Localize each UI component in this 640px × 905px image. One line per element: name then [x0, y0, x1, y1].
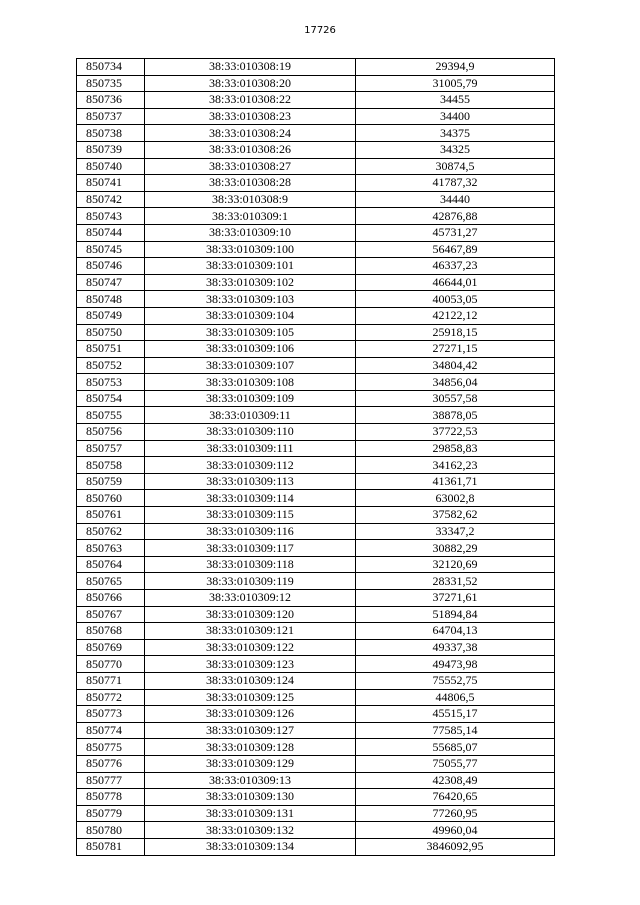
cadastral-number-cell: 38:33:010309:129: [145, 755, 356, 772]
cadastral-value-cell: 40053,05: [356, 291, 555, 308]
cadastral-number-cell: 38:33:010309:123: [145, 656, 356, 673]
table-row: [77, 208, 555, 225]
table-row: [77, 556, 555, 573]
cadastral-number-cell: 38:33:010308:9: [145, 191, 356, 208]
cadastral-number-cell: 38:33:010309:118: [145, 556, 356, 573]
row-number-cell: 850780: [77, 822, 145, 839]
cadastral-value-cell: 41787,32: [356, 175, 555, 192]
cadastral-value-cell: 30882,29: [356, 540, 555, 557]
cadastral-value-cell: 46337,23: [356, 258, 555, 275]
row-number-cell: 850755: [77, 407, 145, 424]
table-row: [77, 457, 555, 474]
row-number-cell: 850781: [77, 838, 145, 855]
cadastral-value-cell: 49473,98: [356, 656, 555, 673]
cadastral-number-cell: 38:33:010309:10: [145, 224, 356, 241]
cadastral-value-cell: 3846092,95: [356, 838, 555, 855]
cadastral-value-cell: 64704,13: [356, 623, 555, 640]
row-number-cell: 850769: [77, 639, 145, 656]
table-row: [77, 59, 555, 76]
cadastral-number-cell: 38:33:010309:108: [145, 374, 356, 391]
cadastral-value-cell: 51894,84: [356, 606, 555, 623]
table-row: [77, 623, 555, 640]
table-row: [77, 722, 555, 739]
cadastral-value-cell: 49960,04: [356, 822, 555, 839]
cadastral-value-cell: 29394,9: [356, 59, 555, 76]
row-number-cell: 850771: [77, 672, 145, 689]
cadastral-value-cell: 37582,62: [356, 507, 555, 524]
cadastral-number-cell: 38:33:010309:132: [145, 822, 356, 839]
cadastral-number-cell: 38:33:010309:101: [145, 258, 356, 275]
table-row: [77, 307, 555, 324]
cadastral-number-cell: 38:33:010309:107: [145, 357, 356, 374]
cadastral-number-cell: 38:33:010309:127: [145, 722, 356, 739]
table-row: [77, 789, 555, 806]
cadastral-number-cell: 38:33:010309:104: [145, 307, 356, 324]
row-number-cell: 850774: [77, 722, 145, 739]
cadastral-number-cell: 38:33:010309:122: [145, 639, 356, 656]
row-number-cell: 850762: [77, 523, 145, 540]
cadastral-number-cell: 38:33:010309:106: [145, 341, 356, 358]
row-number-cell: 850779: [77, 805, 145, 822]
table-row: [77, 755, 555, 772]
cadastral-value-cell: 34325: [356, 141, 555, 158]
cadastral-number-cell: 38:33:010309:120: [145, 606, 356, 623]
cadastral-number-cell: 38:33:010309:11: [145, 407, 356, 424]
row-number-cell: 850749: [77, 307, 145, 324]
cadastral-value-cell: 41361,71: [356, 473, 555, 490]
row-number-cell: 850743: [77, 208, 145, 225]
cadastral-number-cell: 38:33:010309:105: [145, 324, 356, 341]
cadastral-number-cell: 38:33:010309:126: [145, 706, 356, 723]
table-row: [77, 191, 555, 208]
row-number-cell: 850760: [77, 490, 145, 507]
cadastral-value-cell: 32120,69: [356, 556, 555, 573]
row-number-cell: 850737: [77, 108, 145, 125]
row-number-cell: 850734: [77, 59, 145, 76]
cadastral-number-cell: 38:33:010309:116: [145, 523, 356, 540]
cadastral-number-cell: 38:33:010309:113: [145, 473, 356, 490]
table-row: [77, 739, 555, 756]
row-number-cell: 850750: [77, 324, 145, 341]
table-row: [77, 125, 555, 142]
row-number-cell: 850735: [77, 75, 145, 92]
cadastral-value-cell: 42308,49: [356, 772, 555, 789]
row-number-cell: 850759: [77, 473, 145, 490]
cadastral-number-cell: 38:33:010309:109: [145, 390, 356, 407]
cadastral-value-cell: 29858,83: [356, 440, 555, 457]
row-number-cell: 850745: [77, 241, 145, 258]
cadastral-value-cell: 49337,38: [356, 639, 555, 656]
table-row: [77, 357, 555, 374]
cadastral-value-cell: 37722,53: [356, 424, 555, 441]
row-number-cell: 850740: [77, 158, 145, 175]
table-row: [77, 590, 555, 607]
cadastral-value-cell: 34440: [356, 191, 555, 208]
cadastral-number-cell: 38:33:010309:111: [145, 440, 356, 457]
cadastral-number-cell: 38:33:010308:23: [145, 108, 356, 125]
cadastral-value-cell: 34856,04: [356, 374, 555, 391]
row-number-cell: 850770: [77, 656, 145, 673]
cadastral-number-cell: 38:33:010309:117: [145, 540, 356, 557]
table-row: [77, 689, 555, 706]
cadastral-number-cell: 38:33:010308:22: [145, 92, 356, 109]
cadastral-value-cell: 44806,5: [356, 689, 555, 706]
cadastral-number-cell: 38:33:010309:103: [145, 291, 356, 308]
row-number-cell: 850773: [77, 706, 145, 723]
cadastral-number-cell: 38:33:010309:125: [145, 689, 356, 706]
cadastral-number-cell: 38:33:010309:119: [145, 573, 356, 590]
cadastral-value-cell: 34804,42: [356, 357, 555, 374]
cadastral-number-cell: 38:33:010309:134: [145, 838, 356, 855]
table-row: [77, 175, 555, 192]
table-row: [77, 241, 555, 258]
table-row: [77, 407, 555, 424]
cadastral-value-cell: 45515,17: [356, 706, 555, 723]
cadastral-number-cell: 38:33:010309:124: [145, 672, 356, 689]
row-number-cell: 850753: [77, 374, 145, 391]
cadastral-number-cell: 38:33:010309:131: [145, 805, 356, 822]
cadastral-value-cell: 46644,01: [356, 274, 555, 291]
row-number-cell: 850741: [77, 175, 145, 192]
table-row: [77, 141, 555, 158]
table-row: [77, 822, 555, 839]
cadastral-value-cell: 30557,58: [356, 390, 555, 407]
cadastral-number-cell: 38:33:010308:20: [145, 75, 356, 92]
row-number-cell: 850767: [77, 606, 145, 623]
table-row: [77, 672, 555, 689]
row-number-cell: 850768: [77, 623, 145, 640]
table-row: [77, 374, 555, 391]
cadastral-value-cell: 34375: [356, 125, 555, 142]
row-number-cell: 850747: [77, 274, 145, 291]
cadastral-value-cell: 34455: [356, 92, 555, 109]
row-number-cell: 850765: [77, 573, 145, 590]
table-row: [77, 606, 555, 623]
table-row: [77, 324, 555, 341]
table-row: [77, 573, 555, 590]
table-row: [77, 706, 555, 723]
table-row: [77, 440, 555, 457]
table-row: [77, 507, 555, 524]
cadastral-value-table: [76, 58, 555, 856]
table-body: [77, 59, 555, 856]
cadastral-value-cell: 25918,15: [356, 324, 555, 341]
cadastral-value-cell: 63002,8: [356, 490, 555, 507]
cadastral-number-cell: 38:33:010308:27: [145, 158, 356, 175]
table-row: [77, 424, 555, 441]
table-row: [77, 772, 555, 789]
row-number-cell: 850756: [77, 424, 145, 441]
row-number-cell: 850738: [77, 125, 145, 142]
row-number-cell: 850775: [77, 739, 145, 756]
table-row: [77, 490, 555, 507]
cadastral-value-cell: 75055,77: [356, 755, 555, 772]
cadastral-number-cell: 38:33:010309:130: [145, 789, 356, 806]
cadastral-value-cell: 55685,07: [356, 739, 555, 756]
cadastral-number-cell: 38:33:010309:1: [145, 208, 356, 225]
table-row: [77, 341, 555, 358]
cadastral-number-cell: 38:33:010309:100: [145, 241, 356, 258]
row-number-cell: 850776: [77, 755, 145, 772]
row-number-cell: 850746: [77, 258, 145, 275]
cadastral-number-cell: 38:33:010309:112: [145, 457, 356, 474]
row-number-cell: 850761: [77, 507, 145, 524]
row-number-cell: 850736: [77, 92, 145, 109]
row-number-cell: 850772: [77, 689, 145, 706]
cadastral-value-cell: 75552,75: [356, 672, 555, 689]
cadastral-number-cell: 38:33:010309:115: [145, 507, 356, 524]
table-row: [77, 805, 555, 822]
cadastral-number-cell: 38:33:010309:121: [145, 623, 356, 640]
table-row: [77, 523, 555, 540]
row-number-cell: 850754: [77, 390, 145, 407]
table-row: [77, 473, 555, 490]
table-row: [77, 108, 555, 125]
cadastral-value-cell: 30874,5: [356, 158, 555, 175]
cadastral-number-cell: 38:33:010309:110: [145, 424, 356, 441]
cadastral-number-cell: 38:33:010309:13: [145, 772, 356, 789]
row-number-cell: 850748: [77, 291, 145, 308]
cadastral-value-cell: 37271,61: [356, 590, 555, 607]
table-row: [77, 838, 555, 855]
row-number-cell: 850752: [77, 357, 145, 374]
cadastral-value-cell: 77260,95: [356, 805, 555, 822]
cadastral-value-cell: 42122,12: [356, 307, 555, 324]
row-number-cell: 850777: [77, 772, 145, 789]
row-number-cell: 850758: [77, 457, 145, 474]
cadastral-number-cell: 38:33:010308:26: [145, 141, 356, 158]
row-number-cell: 850744: [77, 224, 145, 241]
row-number-cell: 850757: [77, 440, 145, 457]
row-number-cell: 850778: [77, 789, 145, 806]
cadastral-number-cell: 38:33:010308:28: [145, 175, 356, 192]
cadastral-number-cell: 38:33:010309:128: [145, 739, 356, 756]
table-row: [77, 656, 555, 673]
cadastral-value-cell: 42876,88: [356, 208, 555, 225]
table-row: [77, 258, 555, 275]
cadastral-value-cell: 28331,52: [356, 573, 555, 590]
table-row: [77, 540, 555, 557]
cadastral-number-cell: 38:33:010309:12: [145, 590, 356, 607]
table-row: [77, 224, 555, 241]
table-row: [77, 75, 555, 92]
cadastral-number-cell: 38:33:010309:102: [145, 274, 356, 291]
cadastral-value-cell: 38878,05: [356, 407, 555, 424]
row-number-cell: 850739: [77, 141, 145, 158]
cadastral-value-cell: 33347,2: [356, 523, 555, 540]
cadastral-number-cell: 38:33:010309:114: [145, 490, 356, 507]
row-number-cell: 850751: [77, 341, 145, 358]
table-row: [77, 158, 555, 175]
cadastral-number-cell: 38:33:010308:19: [145, 59, 356, 76]
page-number: 17726: [304, 25, 336, 36]
row-number-cell: 850742: [77, 191, 145, 208]
cadastral-value-cell: 56467,89: [356, 241, 555, 258]
row-number-cell: 850766: [77, 590, 145, 607]
cadastral-number-cell: 38:33:010308:24: [145, 125, 356, 142]
row-number-cell: 850763: [77, 540, 145, 557]
cadastral-value-cell: 45731,27: [356, 224, 555, 241]
table-row: [77, 92, 555, 109]
cadastral-value-cell: 34400: [356, 108, 555, 125]
cadastral-value-cell: 27271,15: [356, 341, 555, 358]
table-row: [77, 291, 555, 308]
row-number-cell: 850764: [77, 556, 145, 573]
cadastral-value-cell: 77585,14: [356, 722, 555, 739]
table-row: [77, 639, 555, 656]
table-row: [77, 274, 555, 291]
cadastral-value-cell: 34162,23: [356, 457, 555, 474]
cadastral-value-cell: 76420,65: [356, 789, 555, 806]
table-row: [77, 390, 555, 407]
cadastral-value-cell: 31005,79: [356, 75, 555, 92]
